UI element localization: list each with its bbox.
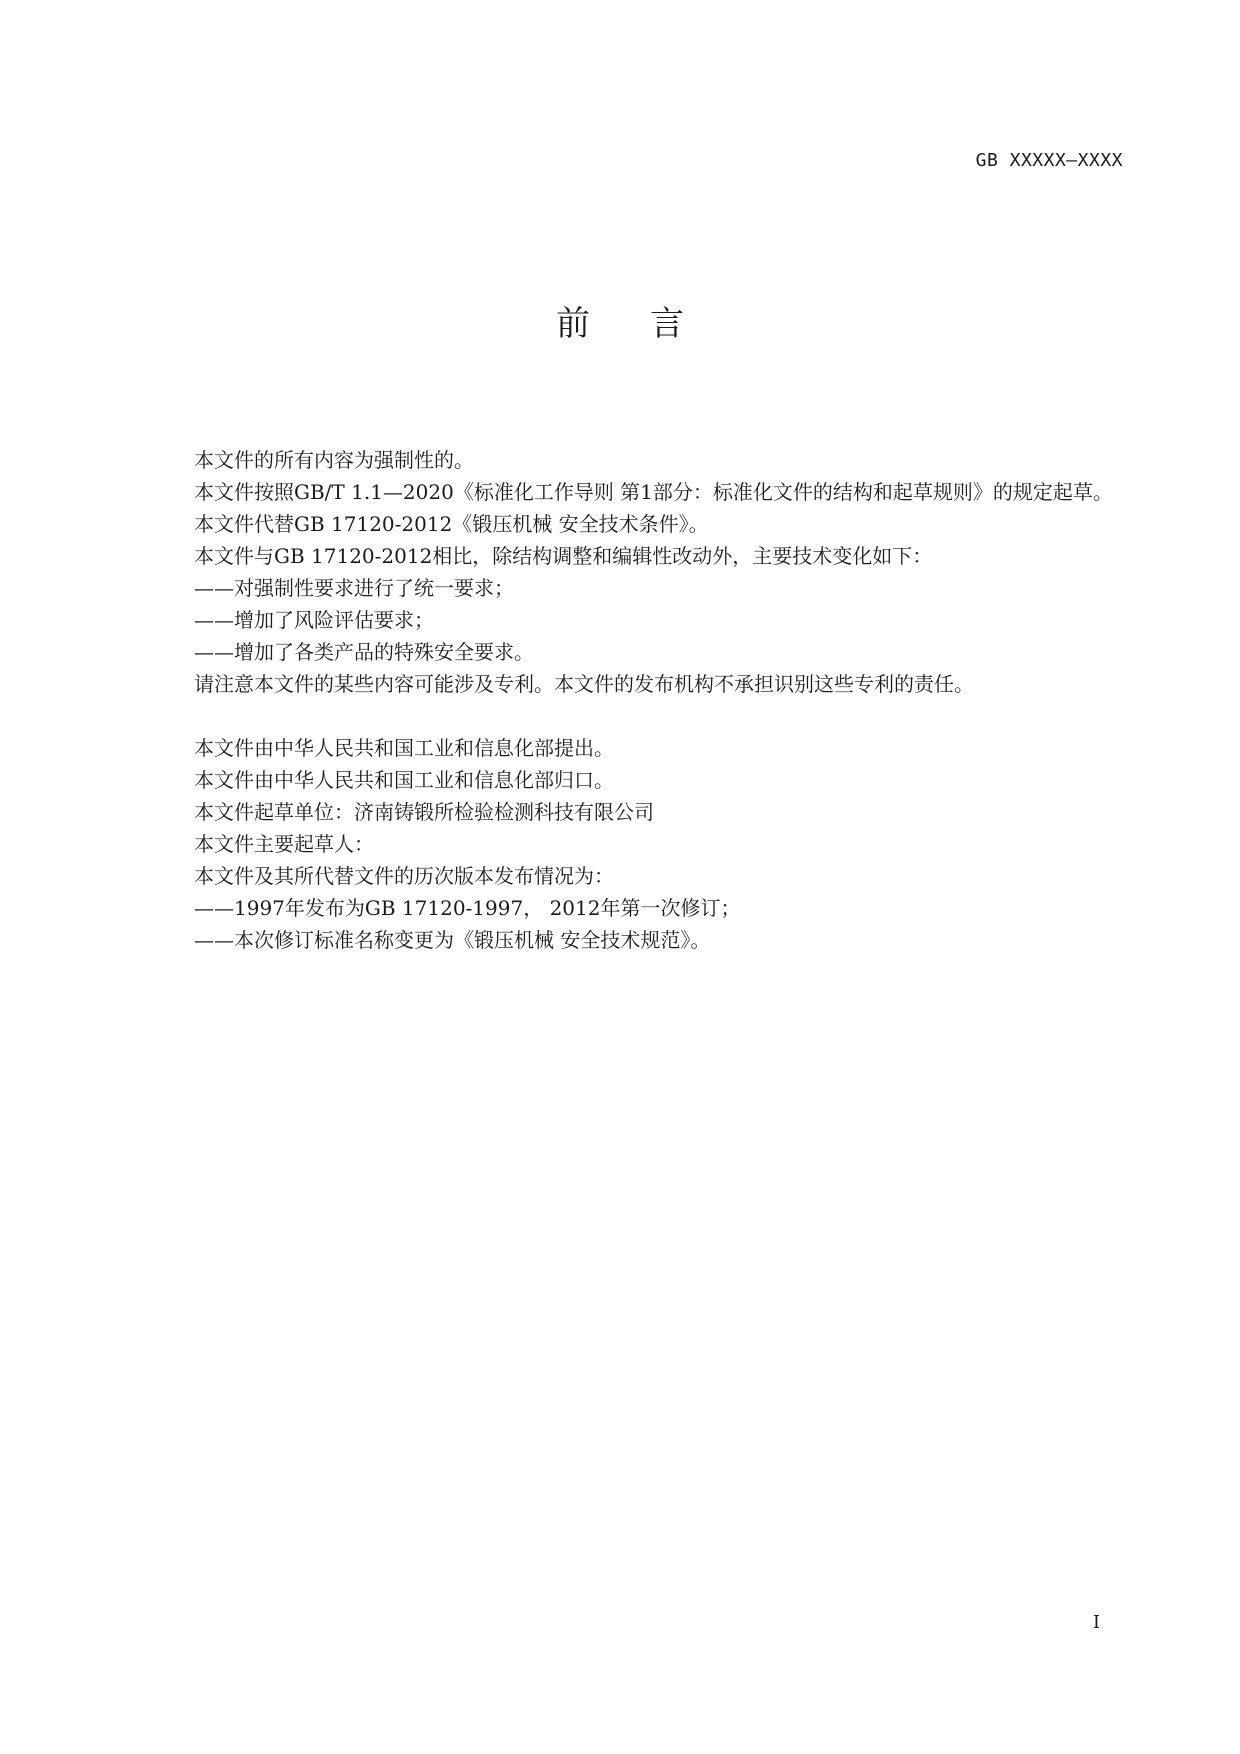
page-number: I — [1092, 1612, 1100, 1633]
patent-notice: 请注意本文件的某些内容可能涉及专利。本文件的发布机构不承担识别这些专利的责任。 — [194, 672, 974, 696]
paragraph: 本文件代替GB 17120-2012《锻压机械 安全技术条件》。 — [194, 512, 709, 536]
list-item: ——增加了各类产品的特殊安全要求。 — [194, 640, 534, 664]
paragraph: 本文件的所有内容为强制性的。 — [194, 448, 474, 472]
page-title: 前言 — [556, 304, 744, 344]
section-spacer — [148, 700, 1123, 732]
paragraph: 本文件由中华人民共和国工业和信息化部归口。 — [194, 768, 614, 792]
list-item: ——对强制性要求进行了统一要求； — [194, 576, 514, 600]
document-code: GB XXXXX—XXXX — [975, 150, 1123, 171]
foreword-body — [148, 444, 1123, 956]
paragraph: 本文件起草单位：济南铸锻所检验检测科技有限公司 — [194, 800, 654, 824]
paragraph: 本文件及其所代替文件的历次版本发布情况为： — [194, 864, 614, 888]
paragraph: 本文件由中华人民共和国工业和信息化部提出。 — [194, 736, 614, 760]
paragraph: 本文件主要起草人： — [194, 832, 374, 856]
list-item: ——本次修订标准名称变更为《锻压机械 安全技术规范》。 — [194, 928, 711, 952]
list-item: ——增加了风险评估要求； — [194, 608, 434, 632]
list-item: ——1997年发布为GB 17120-1997， 2012年第一次修订； — [194, 896, 741, 920]
paragraph: 本文件与GB 17120-2012相比，除结构调整和编辑性改动外，主要技术变化如下： — [194, 544, 933, 568]
paragraph: 本文件按照GB/T 1.1—2020《标准化工作导则 第1部分：标准化文件的结构和起草规则》的规定起草。 — [194, 480, 1113, 504]
